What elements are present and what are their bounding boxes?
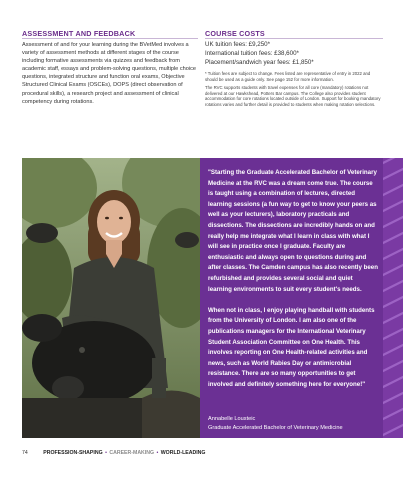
course-costs-heading-rule	[205, 38, 383, 39]
footer-career-making: CAREER-MAKING	[109, 450, 155, 456]
decorative-stripe-pattern	[383, 158, 403, 438]
rotations-support-note: The RVC supports students with travel expenses for all core (mandatory) rotations not delivered at our Hawkshead, Potters Bar campus. The College also provides student accommodation for core rotations located outside of London. Support for booking mandatory rotations varies and further detail is provided to students when making rotation selections.	[205, 85, 381, 107]
testimonial-author	[208, 415, 378, 432]
author-title: Graduate Accelerated Bachelor of Veterinary Medicine	[208, 424, 343, 431]
page-footer	[22, 450, 205, 456]
assessment-heading-rule	[22, 38, 198, 39]
assessment-paragraph: Assessment of and for your learning during the BVetMed involves a variety of assessment methods at different stages of the course including formative assessments via quizzes and feedback from academic staff, essays and problem-solving questions, multiple choice questions, integrated structure and function oral exams, Objective Structured Clinical Exams (OSCEs), DOPS (direct observation of procedural skills), a research project and assessment of clinical competency during rotations.	[22, 42, 197, 105]
footer-separator: •	[156, 450, 159, 456]
fees-footnote: * Tuition fees are subject to change. Fees listed are representative of entry in 2022 and should be used as a guide only. See page 152 for more information.	[205, 71, 371, 82]
fees-list	[205, 40, 314, 67]
page-number: 74	[22, 450, 28, 456]
uk-fee: UK tuition fees: £9,250*	[205, 41, 271, 48]
placement-fee: Placement/sandwich year fees: £1,850*	[205, 59, 314, 66]
footer-profession-shaping: PROFESSION-SHAPING	[43, 450, 103, 456]
assessment-heading: ASSESSMENT AND FEEDBACK	[22, 29, 136, 38]
student-testimonial-box	[200, 158, 383, 438]
author-name: Annabelle Lousteic	[208, 416, 256, 422]
testimonial-paragraph-2: When not in class, I enjoy playing handball with students from the University of London. I am also one of the publications managers for the International Veterinary Student Association Committee on One Health. This involves reporting on One Health-related activities and news, such as World Rabies Day or antimicrobial resistance. There are so many opportunities to get involved and definitely something here for everyone!"	[208, 306, 375, 388]
student-photo	[22, 158, 200, 438]
footer-separator: •	[105, 450, 107, 456]
testimonial-quote	[208, 168, 378, 401]
footer-world-leading: WORLD-LEADING	[160, 450, 206, 456]
student-with-calf-illustration	[22, 158, 200, 438]
course-costs-heading: COURSE COSTS	[205, 29, 265, 38]
testimonial-paragraph-1: "Starting the Graduate Accelerated Bachelor of Veterinary Medicine at the RVC was a dream come true. The course is taught using a combination of lectures, directed learning sessions (a fun way to get to know your peers as well as your lecturers), laboratory practicals and dissections. The dissections are incredibly hands on and really help me integrate what I learn in class with what I will see in practice once I graduate. Faculty are enthusiastic and always open to questions during and after classes. The Camden campus has also recently been refurbished and provides several social and quiet learning environments to suit every student's needs.	[208, 169, 378, 293]
international-fee: International tuition fees: £38,600*	[205, 50, 299, 57]
